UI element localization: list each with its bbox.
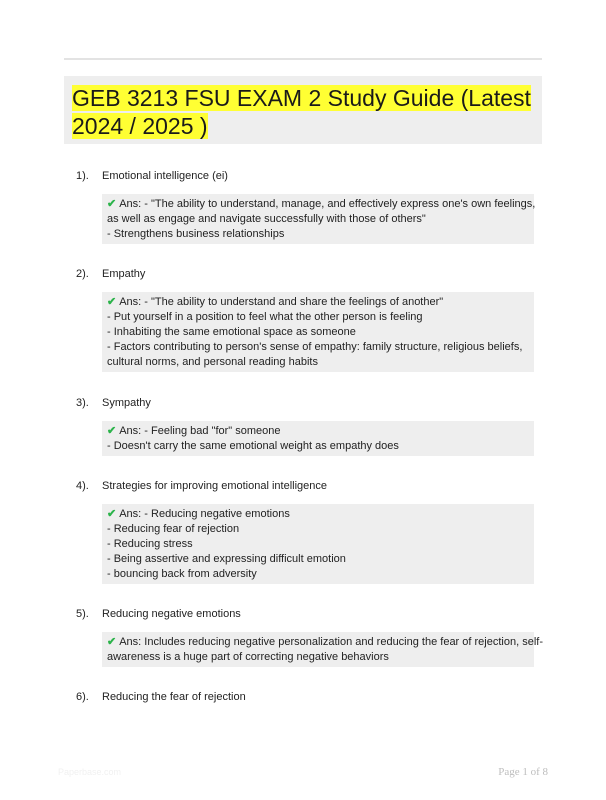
- checkmark-icon: ✔: [107, 198, 117, 210]
- answer-line: - Being assertive and expressing difficult emotion: [107, 553, 346, 565]
- question-number: 3).: [76, 397, 89, 409]
- answer-line: - Inhabiting the same emotional space as someone: [107, 326, 356, 338]
- question-text: Emotional intelligence (ei): [102, 170, 228, 182]
- answer-line: cultural norms, and personal reading habits: [107, 356, 318, 368]
- page-title: GEB 3213 FSU EXAM 2 Study Guide (Latest 2024 / 2025 ): [72, 85, 531, 139]
- answer-line: - Reducing fear of rejection: [107, 523, 240, 535]
- question-number: 1).: [76, 170, 89, 182]
- checkmark-icon: ✔: [107, 508, 117, 520]
- answer-line: Ans: - "The ability to understand and share the feelings of another": [119, 296, 444, 308]
- question-text: Reducing the fear of rejection: [102, 691, 246, 703]
- answer-line: - Doesn't carry the same emotional weight as empathy does: [107, 440, 399, 452]
- answer-line: Ans: - Feeling bad "for" someone: [119, 425, 281, 437]
- question-text: Empathy: [102, 268, 146, 280]
- question-text: Sympathy: [102, 397, 151, 409]
- answer-line: Ans: Includes reducing negative personalization and reducing the fear of rejection, self-: [119, 636, 543, 648]
- question-text: Strategies for improving emotional intelligence: [102, 480, 328, 492]
- watermark-text: Paperbase.com: [58, 767, 122, 777]
- question-number: 4).: [76, 480, 89, 492]
- checkmark-icon: ✔: [107, 636, 117, 648]
- question-number: 6).: [76, 691, 89, 703]
- answer-line: awareness is a huge part of correcting negative behaviors: [107, 651, 389, 663]
- checkmark-icon: ✔: [107, 425, 117, 437]
- answer-line: Ans: - "The ability to understand, manage, and effectively express one's own feelings,: [119, 198, 536, 210]
- top-divider: [64, 58, 542, 60]
- answer-box: [102, 292, 534, 372]
- checkmark-icon: ✔: [107, 296, 117, 308]
- answer-line: as well as engage and navigate successfully with those of others": [107, 213, 426, 225]
- answer-box: [102, 194, 534, 244]
- question-text: Reducing negative emotions: [102, 608, 241, 620]
- answer-box: [102, 421, 534, 456]
- answer-line: - Strengthens business relationships: [107, 228, 285, 240]
- answer-line: - bouncing back from adversity: [107, 568, 257, 580]
- question-number: 2).: [76, 268, 89, 280]
- question-number: 5).: [76, 608, 89, 620]
- answer-line: - Put yourself in a position to feel what the other person is feeling: [107, 311, 423, 323]
- answer-line: - Factors contributing to person's sense of empathy: family structure, religious beliefs,: [107, 341, 523, 353]
- answer-line: - Reducing stress: [107, 538, 193, 550]
- answer-line: Ans: - Reducing negative emotions: [119, 508, 290, 520]
- answer-box: [102, 504, 534, 584]
- answer-box: [102, 632, 543, 667]
- page-number: Page 1 of 8: [498, 766, 548, 778]
